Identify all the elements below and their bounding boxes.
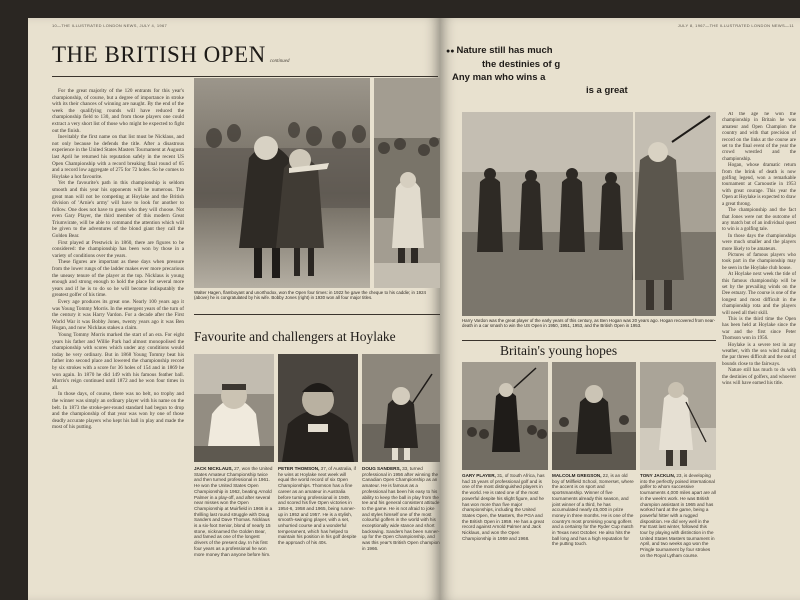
profile-name: PETER THOMSON, — [278, 466, 320, 471]
body-paragraph: Yet the favourite's path in this championship is seldom smooth and this year his opponents will be numerous. The great man will not be competing at Hoylake and the British division of 'Arnie's army' will have to look for another to follow. One does not have to guess who they will choose. Not even Gary Player, the third member of this modern Great Triumvirate, will be able to command the attention which will be given to the adventures of the blond giant they call the Golden Bear. — [52, 180, 184, 240]
caption-hagen-jones: Walter Hagen, flamboyant and unorthodox, won the Open four times: in 1922 he gave the cheque to his caddie; in 1924 (above) he is congratulated by his wife. Bobby Jones (right) in 1930 won all four major titles. — [194, 290, 426, 301]
profile-text: 37, of Australia, if he wins at Hoylake next week will equal the world record of six Open Championships. Thomson has a fine career as an amateur in Australia before turning professional in 1949, and scored his five Open victories in 1954-6, 1958 and 1965, being runner-up in 1952 and 1957. He is a stylish, smooth-swinging player, with a set, unhurried course and a wonderful temperament, which has helped to maintain his position in his golf despite the approach of his 40s. — [278, 466, 357, 546]
photo-jacklin-image — [640, 362, 716, 470]
body-paragraph: In those days the championships were much smaller and the players more likely to be amateurs. — [722, 233, 796, 252]
body-paragraph: At the age he won the championship in Britain he was amateur and Open Champion the country and with that precision of record on the links at the course are set to the final event of the year the crowd wrestled and the championship. — [722, 112, 796, 162]
left-page — [28, 18, 440, 600]
photo-vardon-hogan — [462, 112, 716, 316]
profile-text: 33, turned professional in 1956 after winning the Canadian Open Championship as an amateur. He is famous as a professional has been his easy to his ability to keep the ball in play from the tee and his general consistent attitude to the game. He is not afraid to joke and styles himself one of the most colourful golfers in the world with his exceptionally wide stance and short backswing. Sanders has been runner-up for the Open Championship, and was this year's British Open champion in 1966. — [362, 466, 440, 551]
profile-name: GARY PLAYER, — [462, 473, 496, 478]
body-paragraph: For the great majority of the 120 entrants for this year's championship, of course, but a degree of importance in stroke with its their chances of winning are naught. By the end of the week the qualifying rounds will have reduced the championship field to 130, and from those players one could extract a very short list of those who might be expected to fight out the finish. — [52, 88, 184, 134]
photo-bobby-jones — [374, 78, 440, 288]
photo-nicklaus-image — [194, 354, 274, 462]
right-page — [440, 18, 800, 600]
left-folio: 10—THE ILLUSTRATED LONDON NEWS, JULY 4, 1967 — [52, 23, 168, 28]
profile-gary-player — [462, 473, 548, 598]
right-folio: JULY 8, 1967—THE ILLUSTRATED LONDON NEWS—11 — [677, 23, 794, 28]
body-paragraph: Every age produces its great one. Nearly 100 years ago it was Young Tommy Morris. In the emergent years of the turn of the century it was Harry Vardon. For a decade after the First World War it was Bobby Jones, twenty years ago it was Ben Hogan, and now Nicklaus stakes a claim. — [52, 299, 184, 332]
body-paragraph: Nature still has much to do with the destinies of golfers, and whoever wins will have earned his title. — [722, 368, 796, 387]
photo-peter-thomson — [278, 354, 358, 462]
body-paragraph: First played at Prestwick in 1860, there are figures to be considered: the championship has been won by those in a variety of conditions over the years. — [52, 239, 184, 259]
article-body-column — [52, 88, 184, 598]
photo-player-image — [462, 362, 548, 470]
title-text: THE BRITISH OPEN — [52, 42, 266, 67]
body-paragraph: Hoylake is a severe test in any weather, with the sea wind making the par threes difficult and the out of bounds close to the fairways. — [722, 342, 796, 367]
profile-text: 27, won the United States Amateur Championship twice and then turned professional in 1961. He won the United States Open Championship in 1962, beating Arnold Palmer in a play-off, and after several near misses won the Open Championship at Muirfield in 1966 in a thrilling last round struggle with Doug Sanders and Dave Thomas. Nicklaus is a six-foot Senior, blond of nearly 15 stone, nicknamed the Golden Bear, and famed as one of the longest drivers of the present day. In his first four years as a professional he won more money than anyone before him. — [194, 466, 273, 557]
section-title-favourites: Favourite and challengers at Hoylake — [194, 329, 396, 344]
pull-quote-line-1: ●● Nature still has much — [446, 45, 553, 56]
pull-quote-line-4: is a great — [586, 85, 628, 96]
photo-gregson-image — [552, 362, 636, 470]
body-paragraph: The championship and the fact that Jones were not the outcome of any match but of an individual quest to win is a golfing tale. — [722, 208, 796, 233]
profile-name: DOUG SANDERS, — [362, 466, 401, 471]
body-paragraph: Young Tommy Morris marked the start of an era. For eight years his father and Willie Park had almost monopolised the championship with scores which under any conditions would today be very ordinary. But in 1868 Young Tommy beat his father into second place and lowered the championship record by six strokes with a score for 36 holes of 154 and in 1869 he won again. In 1870 he did 149 with his famous feather ball. Morris's reign continued until 1872 and he won four times in all. — [52, 331, 184, 391]
title-continued: continued — [269, 59, 290, 64]
title-rule — [52, 76, 438, 77]
pull-quote-line-3: Any man who wins a — [452, 72, 546, 83]
profile-text: 23, is developing into the perfectly poised international golfer to whom successive tournaments 4,000 miles apart are all in the week's work. He was British champion assistant in 1965 and has worked hard at the game, being a powerful hitter with a rugged disposition. He did very well in the Far East last winter, followed this tour by playing with distinction in the United States Masters tournament in April, and two weeks ago won the Pringle tournament by four strokes on the Royal Lytham course. — [640, 473, 716, 558]
pull-quote-line-2: the destinies of g — [482, 59, 561, 70]
profile-tony-jacklin — [640, 473, 716, 598]
profile-name: MALCOLM GREGSON, — [552, 473, 602, 478]
profile-name: JACK NICKLAUS, — [194, 466, 233, 471]
body-paragraph: In those days, of course, there was no belt, no trophy and the winner was simply an ordinary player with his name on the belt. In 1873 the stroke-per-round standard had begun to drop and the championship of that year was won by one of those deadly accurate players who kept his ball in play and made the most of his putting. — [52, 391, 184, 431]
profile-peter-thomson — [278, 466, 358, 598]
photo-thomson-image — [278, 354, 358, 462]
body-paragraph: Inevitably the first name on that list must be Nicklaus, and not only because he defends the title. After a disastrous experience in the United States Masters Tournament at Augusta last April he returned his reputation safely in the recent US Open Championship with a record breaking final round of 65 and a record low aggregate of 275 for 72 holes. So he comes to Hoylake a hot favourite. — [52, 134, 184, 180]
profile-text: 31, of South Africa, has had 15 years of professional golf and is one of the most distinguished players in the world. He is rated one of the most powerful despite his slight figure, and he has won more than five major championships, including the United States Open, the Masters, the PGA and the British Open in 1959. He has a great record against Arnold Palmer and Jack Nicklaus, and won the Open Championship in 1959 and 1968. — [462, 473, 545, 541]
photo-jones-image — [374, 78, 440, 288]
article-title — [52, 42, 289, 68]
profile-malcolm-gregson — [552, 473, 636, 598]
profile-jack-nicklaus — [194, 466, 274, 598]
body-paragraph: These figures are important as these days when pressure from the lower rungs of the ladder makes ever more precarious the uneasy tenure of the player at the top. Nicklaus is young enough and strong enough to hold the place for several more years and if he is to do so he will become indisputably the greatest golfer of his time. — [52, 259, 184, 299]
section-rule-young-hopes — [462, 340, 716, 341]
profile-name: TONY JACKLIN, — [640, 473, 676, 478]
body-paragraph: Hogan, whose dramatic return from the brink of death is now golfing legend, won a remarkable tournament at Carnoustie in 1953 with great courage. This year the Open at Hoylake is expected to draw a great throng. — [722, 163, 796, 207]
profile-text: 22, is an old boy of Millfield School, Somerset, where the accent is on sport and sportsmanship. Winner of five tournaments already this season, and joint winner of a third, he has accumulated nearly £5,000 in prize money in three months. He is one of the country's most promising young golfers and a certainty for the Ryder Cup match in Texas next October. He also hits the ball long and has a high reputation for the putting touch. — [552, 473, 634, 547]
body-paragraph: At Hoylake next week the tide of this famous championship will be set by the prevailing winds on the Dee estuary. The course is one of the longest and most difficult in the championship rota and the players will need all their skill. — [722, 272, 796, 316]
pull-quote-mark: ●● — [446, 48, 455, 55]
pull-quote — [446, 44, 796, 97]
photo-doug-sanders — [362, 354, 440, 462]
photo-gary-player — [462, 362, 548, 470]
photo-sanders-image — [362, 354, 440, 462]
caption-vardon-hogan: Harry Vardon was the great player of the early years of this century, as Ben Hogan was 20 years ago. Hogan recovered from near-death in a car smash to win the US Open in 1950, 1951, 1953, and the British Open in 1953. — [462, 318, 716, 329]
photo-jack-nicklaus — [194, 354, 274, 462]
photo-vardon-hogan-image — [462, 112, 716, 316]
right-body-column — [722, 112, 796, 598]
section-title-young-hopes: Britain's young hopes — [500, 343, 618, 358]
profile-doug-sanders — [362, 466, 440, 598]
body-paragraph: This is the third time the Open has been held at Hoylake since the war and the first since Peter Thomson won in 1956. — [722, 317, 796, 342]
photo-malcolm-gregson — [552, 362, 636, 470]
photo-tony-jacklin — [640, 362, 716, 470]
section-rule-favourites — [194, 314, 440, 315]
body-paragraph: Pictures of famous players who took part in the championship may be seen in the Hoylake club house. — [722, 252, 796, 271]
photo-walter-hagen — [194, 78, 370, 288]
photo-hagen-image — [194, 78, 370, 288]
